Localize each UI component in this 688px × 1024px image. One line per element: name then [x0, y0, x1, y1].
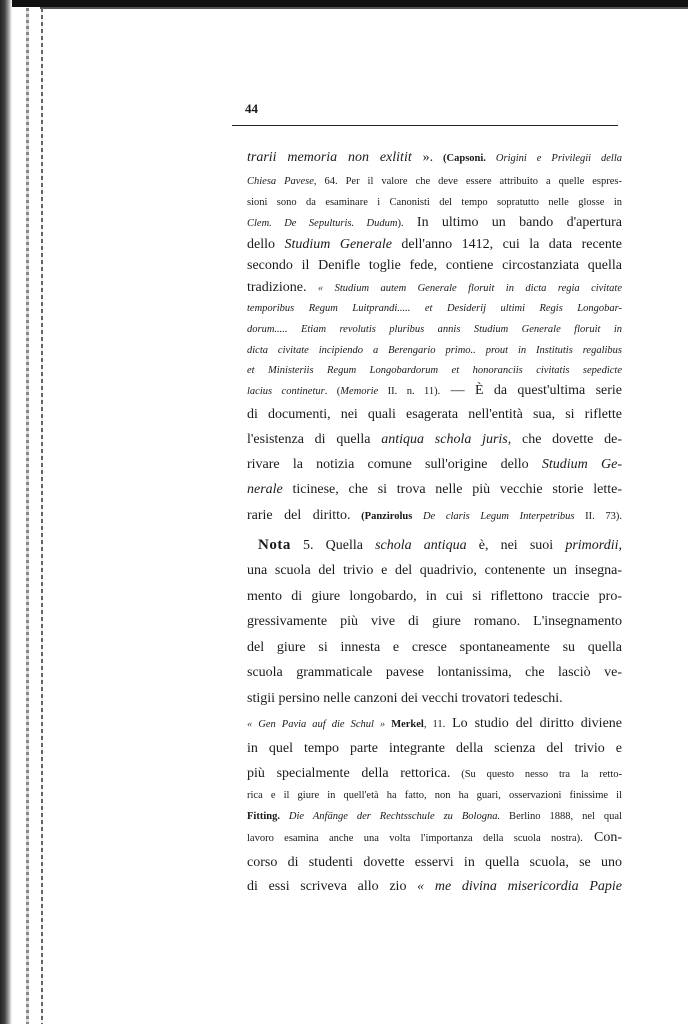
text-line [247, 852, 622, 872]
text-run: , [618, 538, 622, 553]
page-number: 44 [245, 101, 258, 116]
text-line [247, 479, 622, 499]
text-run: (Capsoni. [433, 153, 486, 164]
text-line [247, 339, 622, 359]
text-run: secondo il Denifle toglie fede, contiene circostanziata quella [247, 258, 622, 273]
text-run: Origini e Privilegii della [485, 153, 623, 164]
text-run: dell'anno 1412, cui la data recente [391, 237, 622, 252]
text-run: « me divina misericordia Papie [417, 879, 622, 894]
text-line [247, 637, 622, 657]
text-run: temporibus Regum Luitprandi..... et Desiderij ultimi Regis Longobar- [247, 303, 622, 314]
text-run: II. n. 11). [378, 386, 441, 397]
text-run: corso di studenti dovette esservi in quella scuola, se uno [247, 855, 622, 870]
text-run: rarie del diritto. [247, 508, 351, 523]
text-run: una scuola del trivio e del quadrivio, contenente un insegna- [247, 563, 622, 578]
text-run: Clem. De Sepulturis. Dudum [247, 218, 398, 229]
text-run: primordii [565, 538, 619, 553]
text-run: ). [397, 218, 404, 229]
text-run: rica e il giure in quell'età ha fatto, non ha guari, osservazioni finissime il [247, 790, 622, 801]
text-run: Die Anfänge der Rechtsschule zu Bologna. [279, 811, 501, 822]
text-run: antiqua schola juris [381, 432, 508, 447]
text-run: di essi scriveva allo zio [247, 879, 418, 894]
text-run: stigii persino nelle canzoni dei vecchi trovatori tedeschi. [247, 691, 563, 706]
text-run: Studium Generale [284, 237, 392, 252]
text-line [247, 380, 622, 400]
text-line [247, 586, 622, 606]
text-run: lacius continetur [247, 386, 325, 397]
scan-border-top [0, 0, 688, 7]
text-line [247, 738, 622, 758]
text-line [247, 234, 622, 254]
text-run: Con- [582, 830, 622, 845]
text-run: rivare la notizia comune sull'origine dello [247, 457, 542, 472]
text-run: lavoro esamina anche una volta l'importanza della scuola nostra). [247, 833, 583, 844]
text-run: Memorie [340, 386, 379, 397]
text-run: schola antiqua [375, 538, 467, 553]
text-run: dicta civitate incipiendo a Berengario primo.. prout in Institutis regalibus [247, 345, 622, 356]
text-line [247, 560, 622, 580]
text-run: dello [247, 237, 285, 252]
text-line [247, 713, 622, 733]
text-run: Merkel [385, 719, 424, 730]
text-run: Berlino 1888, nel qual [500, 811, 622, 822]
text-run: mento di giure longobardo, in cui si riflettono traccie pro- [247, 589, 622, 604]
text-line [247, 805, 622, 825]
text-line [247, 429, 622, 449]
text-run: trarii memoria non exlitit [247, 150, 412, 165]
text-run: è, nei suoi [466, 538, 566, 553]
text-run: gressivamente più vive di giure romano. L'insegnamento [247, 614, 622, 629]
text-run: — È da quest'ultima serie [440, 383, 622, 398]
text-run: , 64. Per il valore che deve essere attribuito a quelle espres- [313, 176, 622, 187]
text-run: De claris Legum Interpetribus [412, 511, 575, 522]
text-run: dorum..... Etiam revolutis pluribus annis Studium Generale floruit in [247, 324, 622, 335]
header-rule [232, 125, 618, 126]
text-run: In ultimo un bando d'apertura [403, 215, 622, 230]
text-run: in quel tempo parte integrante della scienza del trivio e [247, 741, 622, 756]
text-run: più specialmente della rettorica. [247, 766, 451, 781]
scan-border-top-inner [40, 7, 688, 9]
text-line [247, 827, 622, 847]
text-run: « Studium autem Generale floruit in dicta regia civitate [306, 283, 622, 294]
text-line [247, 784, 622, 804]
text-line [247, 359, 622, 379]
text-run: (Panzirolus [350, 511, 413, 522]
text-run: ». [411, 150, 434, 165]
text-run: nerale [247, 482, 283, 497]
text-run: l'esistenza di quella [247, 432, 382, 447]
text-run: , che dovette de- [507, 432, 622, 447]
text-line [247, 454, 622, 474]
text-run: « Gen Pavia auf die Schul » [247, 719, 386, 730]
text-run: Lo studio del diritto diviene [445, 716, 623, 731]
text-line [247, 147, 622, 167]
text-line [247, 505, 622, 525]
text-line [247, 212, 622, 232]
text-line [247, 763, 622, 783]
text-run: et Ministeriis Regum Longobardorum et honoranciis civitatis sepedicte [247, 365, 622, 376]
text-run: Chiesa Pavese [247, 176, 314, 187]
text-run: Studium Ge- [541, 457, 622, 472]
text-line [247, 297, 622, 317]
text-run: . ( [324, 386, 341, 397]
text-line [247, 662, 622, 682]
text-run: tradizione. [247, 280, 307, 295]
text-line [247, 255, 622, 275]
scan-border-left [0, 0, 12, 1024]
page-edge-shadow [41, 8, 43, 1024]
text-line [247, 876, 622, 896]
text-line [247, 170, 622, 190]
text-line [247, 611, 622, 631]
text-run: II. 73). [574, 511, 622, 522]
text-run: (Su questo nesso tra la retto- [450, 769, 622, 780]
page-edge-shadow [26, 8, 29, 1024]
text-run: scuola grammaticale pavese lontanissima, che lasciò ve- [247, 665, 622, 680]
text-run: sioni sono da esaminare i Canonisti del tempo sopratutto nelle glosse in [247, 197, 622, 208]
text-line [258, 535, 622, 555]
text-run: ticinese, che si trova nelle più vecchie storie lette- [282, 482, 622, 497]
text-run: , 11. [423, 719, 446, 730]
text-line [247, 404, 622, 424]
text-run: Nota [258, 537, 291, 553]
text-run: di documenti, nei quali esagerata nell'entità sua, si riflette [247, 407, 622, 422]
text-line [247, 688, 622, 708]
text-line [247, 318, 622, 338]
text-run: del giure si innesta e cresce spontaneamente su quella [247, 640, 622, 655]
text-line [247, 277, 622, 297]
text-run: Fitting. [247, 811, 280, 822]
text-line [247, 191, 622, 211]
text-run: 5. Quella [290, 538, 376, 553]
